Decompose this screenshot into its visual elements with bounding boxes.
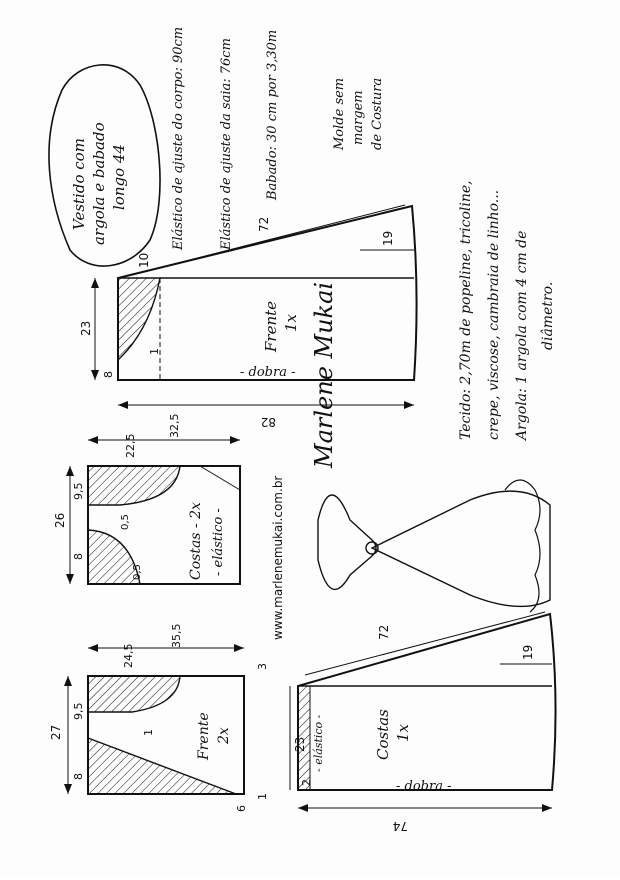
dress-sketch-icon	[318, 480, 550, 612]
back-top-dim-e: 0,5	[120, 514, 131, 530]
skirt-back-dim-small: 2	[300, 779, 313, 786]
notes-block	[171, 27, 385, 251]
back-top-name: Costas - 2x	[188, 502, 204, 580]
skirt-back-dim-side: 72	[377, 624, 391, 640]
front-top-dim-e: 3	[256, 663, 269, 670]
skirt-front-qty: 1x	[282, 313, 300, 332]
skirt-back-dim-length: 74	[392, 819, 408, 833]
piece-skirt-back	[290, 612, 556, 833]
front-top-dim-b: 8	[72, 773, 85, 780]
fabric-line1: Tecido: 2,70m de popeline, tricoline,	[458, 180, 474, 440]
fabric-line3: Argola: 1 argola com 4 cm de	[514, 230, 530, 440]
note-elastic-skirt: Elástico de ajuste da saia: 76cm	[219, 38, 234, 250]
skirt-back-name: Costas	[374, 709, 392, 760]
note-ruffle: Babado: 30 cm por 3,30m	[265, 29, 280, 200]
fabric-line4: diâmetro.	[540, 281, 556, 350]
piece-back-top	[53, 414, 240, 585]
skirt-back-dim-hem: 19	[521, 644, 535, 660]
note-elastic-body: Elástico de ajuste do corpo: 90cm	[171, 26, 186, 250]
skirt-front-dim-height: 23	[79, 320, 93, 336]
skirt-front-dim-top: 10	[137, 252, 151, 268]
skirt-back-fold: - dobra -	[396, 779, 452, 794]
back-top-dim-total: 26	[53, 512, 67, 528]
skirt-back-qty: 1x	[394, 723, 412, 742]
back-top-dim-a: 9,5	[72, 482, 85, 500]
skirt-front-dim-small: 8	[102, 371, 115, 378]
front-top-dim-g: 1	[256, 793, 269, 800]
front-top-dart: 1	[142, 729, 155, 736]
back-top-dim-c: 32,5	[168, 413, 181, 438]
back-top-sub: - elástico -	[211, 508, 226, 576]
note-no-seam-1: Molde sem	[332, 77, 347, 150]
skirt-front-dim-side: 72	[257, 216, 271, 232]
skirt-front-dim-hem: 19	[381, 230, 395, 246]
skirt-front-dim-length: 82	[260, 415, 276, 429]
fabric-line2: crepe, viscose, cambraia de linho...	[486, 189, 502, 440]
front-top-dim-f: 6	[235, 805, 248, 812]
title-line3: longo 44	[110, 144, 128, 210]
note-no-seam-2: margem	[351, 90, 366, 145]
piece-skirt-front	[79, 205, 417, 429]
skirt-back-elastic: - elástico -	[312, 714, 325, 772]
title-line1: Vestido com	[70, 138, 88, 230]
fabric-block	[458, 180, 556, 442]
title-bubble	[49, 65, 160, 266]
skirt-front-name: Frente	[262, 300, 280, 352]
skirt-front-fold: - dobra -	[240, 365, 296, 380]
back-top-dim-f: 0,5	[132, 564, 143, 580]
website-url: www.marlenemukai.com.br	[271, 475, 285, 640]
skirt-back-dim-height: 23	[293, 736, 307, 752]
front-top-qty: 2x	[216, 727, 232, 744]
title-line2: argola e babado	[90, 122, 108, 245]
front-top-dim-c: 35,5	[170, 623, 183, 648]
piece-front-top	[49, 624, 269, 813]
designer-signature: Marlene Mukai	[310, 281, 338, 468]
back-top-dim-d: 22,5	[124, 433, 137, 458]
front-top-name: Frente	[196, 712, 212, 760]
front-top-dim-d: 24,5	[122, 643, 135, 668]
front-top-dim-a: 9,5	[72, 702, 85, 720]
note-no-seam-3: de Costura	[370, 77, 385, 150]
skirt-front-dart: 1	[148, 348, 161, 355]
front-top-dim-total: 27	[49, 724, 63, 740]
back-top-dim-b: 8	[72, 553, 85, 560]
